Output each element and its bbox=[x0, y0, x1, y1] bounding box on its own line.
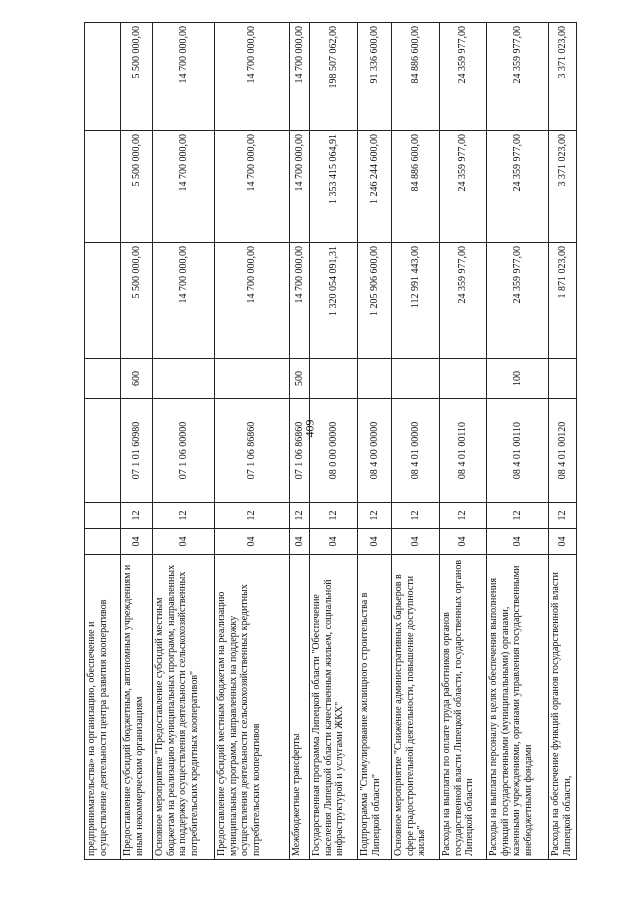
row-razdel: 04 bbox=[121, 529, 153, 555]
row-cs: 08 0 00 00000 bbox=[310, 399, 358, 503]
row-vr bbox=[153, 359, 215, 399]
row-name: Межбюджетные трансферты bbox=[290, 555, 310, 860]
row-amount-1 bbox=[85, 243, 121, 359]
row-amount-2: 24 359 977,00 bbox=[487, 131, 549, 243]
row-cs: 07 1 06 00000 bbox=[153, 399, 215, 503]
row-razdel: 04 bbox=[310, 529, 358, 555]
row-podrazdel: 12 bbox=[290, 503, 310, 529]
row-vr: 500 bbox=[290, 359, 310, 399]
row-name: Подпрограмма "Стимулирование жилищного строительства в Липецкой области" bbox=[358, 555, 392, 860]
table-row bbox=[215, 23, 290, 860]
row-podrazdel: 12 bbox=[153, 503, 215, 529]
row-amount-3: 5 500 000,00 bbox=[121, 23, 153, 131]
row-razdel: 04 bbox=[153, 529, 215, 555]
row-razdel bbox=[85, 529, 121, 555]
row-razdel: 04 bbox=[487, 529, 549, 555]
row-name: предпринимательства» на организацию, обеспечение и осуществление деятельности центра развития кооперативов bbox=[85, 555, 121, 860]
row-podrazdel: 12 bbox=[392, 503, 440, 529]
row-amount-3: 91 336 600,00 bbox=[358, 23, 392, 131]
row-amount-3: 14 700 000,00 bbox=[290, 23, 310, 131]
row-cs: 07 1 01 60980 bbox=[121, 399, 153, 503]
row-vr: 100 bbox=[487, 359, 549, 399]
row-amount-3 bbox=[85, 23, 121, 131]
row-podrazdel: 12 bbox=[215, 503, 290, 529]
row-amount-1: 1 320 054 091,31 bbox=[310, 243, 358, 359]
row-razdel: 04 bbox=[440, 529, 487, 555]
row-razdel: 04 bbox=[549, 529, 577, 555]
row-name: Основное мероприятие "Снижение административных барьеров в сфере градостроительной деятельности, повышение доступности жилья" bbox=[392, 555, 440, 860]
row-cs: 07 1 06 86860 bbox=[215, 399, 290, 503]
row-amount-2 bbox=[85, 131, 121, 243]
budget-table-rotated bbox=[84, 23, 576, 860]
row-razdel: 04 bbox=[392, 529, 440, 555]
row-amount-1: 1 871 023,00 bbox=[549, 243, 577, 359]
budget-table bbox=[84, 22, 577, 860]
row-amount-1: 24 359 977,00 bbox=[487, 243, 549, 359]
row-podrazdel: 12 bbox=[310, 503, 358, 529]
row-amount-1: 112 991 443,00 bbox=[392, 243, 440, 359]
row-razdel: 04 bbox=[358, 529, 392, 555]
table-row bbox=[487, 23, 549, 860]
row-vr bbox=[85, 359, 121, 399]
row-podrazdel: 12 bbox=[487, 503, 549, 529]
row-amount-2: 3 371 023,00 bbox=[549, 131, 577, 243]
row-cs: 08 4 01 00120 bbox=[549, 399, 577, 503]
row-amount-3: 84 886 600,00 bbox=[392, 23, 440, 131]
table-row bbox=[121, 23, 153, 860]
table-row bbox=[440, 23, 487, 860]
row-amount-1: 1 205 906 600,00 bbox=[358, 243, 392, 359]
row-amount-3: 14 700 000,00 bbox=[153, 23, 215, 131]
row-name: Расходы на выплаты по оплате труда работников органов государственной власти Липецкой области, государственных органов Липецкой области bbox=[440, 555, 487, 860]
row-podrazdel: 12 bbox=[121, 503, 153, 529]
row-amount-3: 24 359 977,00 bbox=[487, 23, 549, 131]
row-razdel: 04 bbox=[290, 529, 310, 555]
row-amount-1: 24 359 977,00 bbox=[440, 243, 487, 359]
row-amount-1: 14 700 000,00 bbox=[153, 243, 215, 359]
row-cs: 08 4 01 00000 bbox=[392, 399, 440, 503]
row-podrazdel: 12 bbox=[440, 503, 487, 529]
table-row bbox=[153, 23, 215, 860]
row-razdel: 04 bbox=[215, 529, 290, 555]
row-vr bbox=[310, 359, 358, 399]
row-amount-3: 14 700 000,00 bbox=[215, 23, 290, 131]
row-vr bbox=[215, 359, 290, 399]
table-row bbox=[310, 23, 358, 860]
row-vr bbox=[392, 359, 440, 399]
row-podrazdel: 12 bbox=[549, 503, 577, 529]
row-name: Расходы на обеспечение функций органов государственной власти Липецкой области, bbox=[549, 555, 577, 860]
row-vr bbox=[440, 359, 487, 399]
row-amount-2: 5 500 000,00 bbox=[121, 131, 153, 243]
row-amount-2: 14 700 000,00 bbox=[290, 131, 310, 243]
row-amount-1: 5 500 000,00 bbox=[121, 243, 153, 359]
row-amount-2: 14 700 000,00 bbox=[153, 131, 215, 243]
row-amount-2: 24 359 977,00 bbox=[440, 131, 487, 243]
row-amount-2: 84 886 600,00 bbox=[392, 131, 440, 243]
page-number: 409 bbox=[302, 419, 317, 438]
table-row bbox=[290, 23, 310, 860]
row-amount-1: 14 700 000,00 bbox=[215, 243, 290, 359]
row-name: Предоставление субсидий бюджетным, автономным учреждениям и иным некоммерческим организациям bbox=[121, 555, 153, 860]
row-cs: 07 1 06 86860 bbox=[290, 399, 310, 503]
table-row bbox=[358, 23, 392, 860]
table-row bbox=[549, 23, 577, 860]
row-amount-3: 198 507 062,00 bbox=[310, 23, 358, 131]
row-podrazdel: 12 bbox=[358, 503, 392, 529]
row-vr: 600 bbox=[121, 359, 153, 399]
row-cs: 08 4 01 00110 bbox=[487, 399, 549, 503]
row-amount-2: 1 246 244 600,00 bbox=[358, 131, 392, 243]
row-amount-2: 14 700 000,00 bbox=[215, 131, 290, 243]
row-cs bbox=[85, 399, 121, 503]
row-amount-3: 3 371 023,00 bbox=[549, 23, 577, 131]
row-vr bbox=[549, 359, 577, 399]
row-amount-1: 14 700 000,00 bbox=[290, 243, 310, 359]
table-row bbox=[85, 23, 121, 860]
row-name: Государственная программа Липецкой области "Обеспечение населения Липецкой области качественным жильем, социальной инфраструктурой и услугами ЖКХ" bbox=[310, 555, 358, 860]
row-amount-3: 24 359 977,00 bbox=[440, 23, 487, 131]
table-row bbox=[392, 23, 440, 860]
row-amount-2: 1 353 415 064,91 bbox=[310, 131, 358, 243]
table-body bbox=[85, 23, 577, 860]
row-cs: 08 4 01 00110 bbox=[440, 399, 487, 503]
row-name: Расходы на выплаты персоналу в целях обеспечения выполнения функций государственными (муниципальными) органами, казенными учреждениями, органами управления государственными внебюджетными фондами bbox=[487, 555, 549, 860]
row-cs: 08 4 00 00000 bbox=[358, 399, 392, 503]
row-podrazdel bbox=[85, 503, 121, 529]
row-name: Основное мероприятие "Предоставление субсидий местным бюджетам на реализацию муниципальных программ, направленных на поддержку осуществления деятельности сельскохозяйственных потребительских кредитных кооперативов" bbox=[153, 555, 215, 860]
row-name: Предоставление субсидий местным бюджетам на реализацию муниципальных программ, направленных на поддержку осуществления деятельности сельскохозяйственных кредитных потребительских кооперативов bbox=[215, 555, 290, 860]
row-vr bbox=[358, 359, 392, 399]
